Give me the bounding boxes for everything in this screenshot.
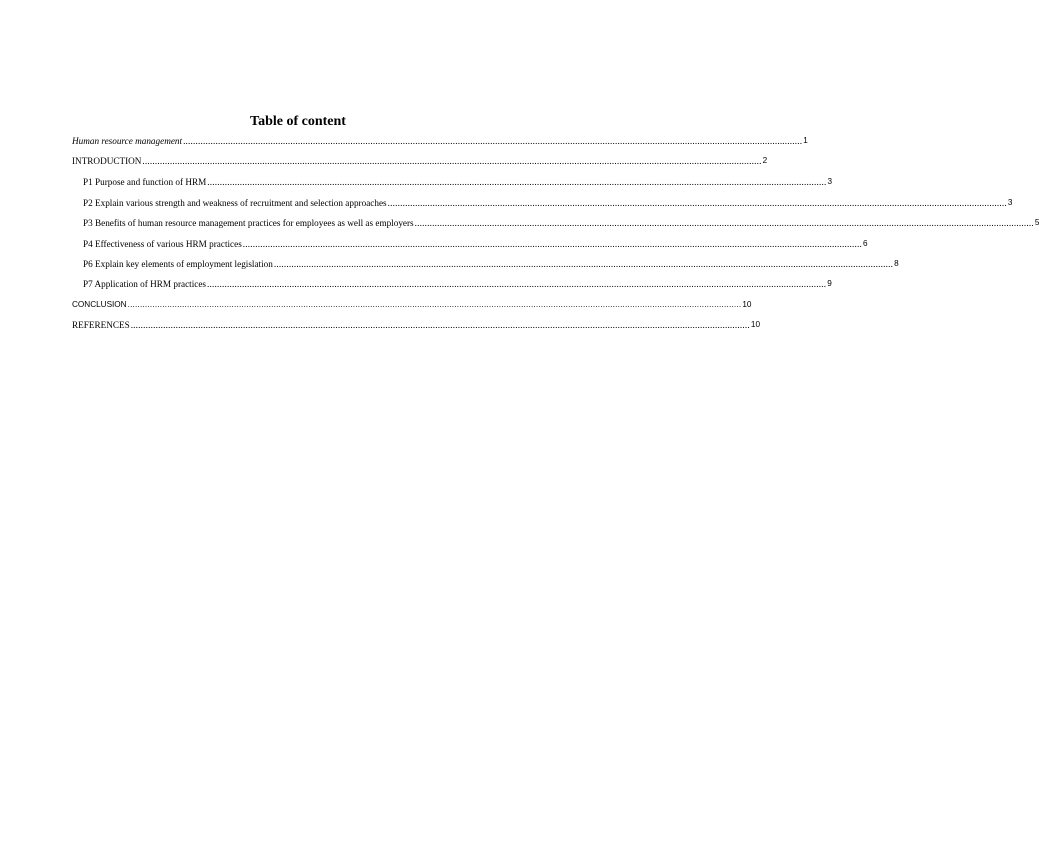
toc-entry-text: P2 Explain various strength and weakness of recruitment and selection approaches	[83, 198, 387, 208]
toc-entry-text: P3 Benefits of human resource management practices for employees as well as employers	[83, 218, 414, 228]
toc-leader-dots: ........................................................................................................................................................................................................................................................	[387, 198, 1007, 208]
toc-page-number: 5	[1034, 218, 1039, 227]
toc-page-number: 2	[762, 156, 768, 165]
toc-entry-text: P6 Explain key elements of employment legislation	[83, 259, 273, 269]
toc-entry-p1[interactable]	[83, 174, 833, 188]
toc-entry-p6[interactable]	[83, 256, 899, 270]
toc-leader-dots: ........................................................................................................................................................................................................................................................	[130, 320, 750, 330]
toc-entry-references[interactable]	[72, 317, 761, 331]
toc-page-number: 10	[750, 320, 761, 329]
toc-page-number: 3	[1007, 198, 1013, 207]
toc-page-number: 6	[863, 239, 868, 248]
toc-leader-dots: ........................................................................................................................................................................................................................................................	[207, 279, 827, 289]
toc-entry-text: INTRODUCTION	[72, 156, 142, 166]
toc-leader-dots: ........................................................................................................................................................................................................................................................	[142, 156, 762, 166]
toc-entry-text: P4 Effectiveness of various HRM practices	[83, 239, 242, 249]
toc-entry-text: CONCLUSION	[72, 300, 127, 309]
toc-title: Table of content	[250, 114, 346, 129]
toc-page-number: 3	[827, 177, 833, 186]
toc-entry-p4[interactable]	[83, 236, 868, 250]
toc-page-number: 8	[894, 259, 899, 268]
toc-leader-dots: ........................................................................................................................................................................................................................................................	[207, 177, 827, 187]
toc-entry-text: Human resource management	[72, 136, 183, 146]
toc-entry-text: P7 Application of HRM practices	[83, 279, 206, 289]
toc-entry-text: REFERENCES	[72, 320, 130, 330]
toc-leader-dots: ........................................................................................................................................................................................................................................................	[127, 300, 742, 309]
toc-entry-p7[interactable]	[83, 276, 832, 290]
toc-leader-dots: ........................................................................................................................................................................................................................................................	[273, 259, 894, 269]
toc-page-number: 9	[827, 279, 832, 288]
toc-entry-human-resource-management[interactable]	[72, 133, 808, 147]
toc-leader-dots: ........................................................................................................................................................................................................................................................	[242, 239, 863, 249]
toc-page-number: 1	[803, 136, 808, 145]
toc-entry-p3[interactable]	[83, 215, 1039, 229]
toc-entry-introduction[interactable]	[72, 153, 768, 167]
toc-page-number: 10	[742, 300, 752, 309]
toc-entry-text: P1 Purpose and function of HRM	[83, 177, 207, 187]
toc-entry-p2[interactable]	[83, 195, 1013, 209]
toc-entry-conclusion[interactable]	[72, 297, 752, 311]
toc-leader-dots: ........................................................................................................................................................................................................................................................	[414, 218, 1034, 228]
toc-leader-dots: ........................................................................................................................................................................................................................................................	[183, 136, 803, 146]
